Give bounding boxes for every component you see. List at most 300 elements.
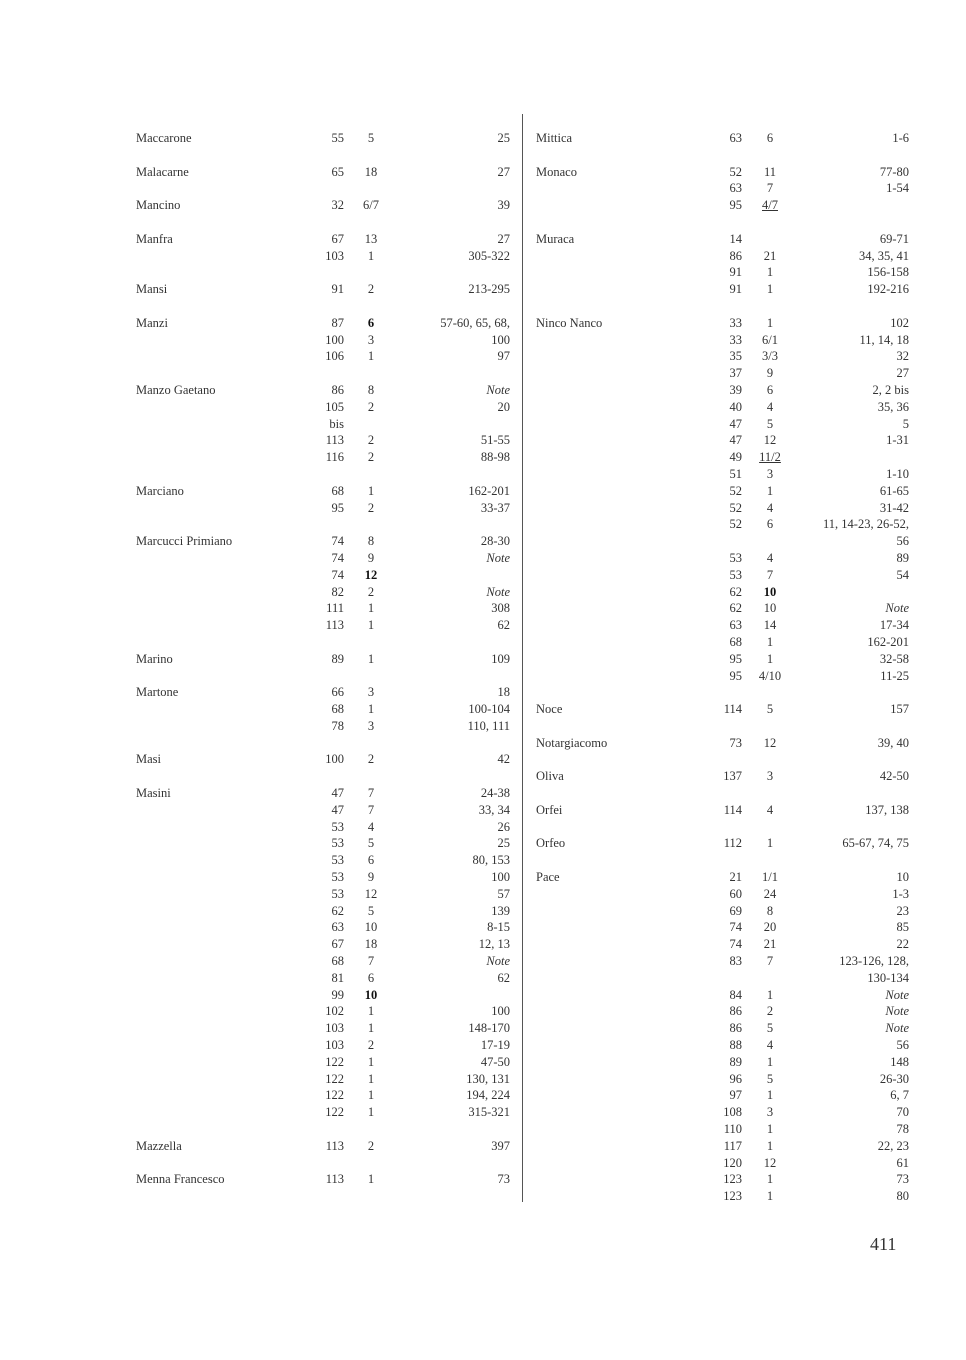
entry-name	[536, 248, 686, 265]
entry-name	[536, 634, 686, 651]
entry-name	[536, 567, 686, 584]
volume-number: 53	[331, 836, 344, 851]
volume-number: 82	[331, 584, 344, 599]
index-row	[536, 281, 909, 298]
index-row	[136, 449, 512, 466]
issue-number	[742, 231, 798, 248]
volume-number: 113	[325, 1138, 344, 1153]
index-row	[136, 802, 512, 819]
volume-number: 102	[325, 1004, 344, 1019]
entry-name	[536, 1121, 686, 1138]
volume-number: 113	[325, 1172, 344, 1187]
page-range: 57-60, 65, 68,	[440, 315, 510, 330]
page-range: 32	[896, 349, 909, 364]
entry-name	[536, 550, 686, 567]
volume-number: 67	[331, 937, 344, 952]
entry-name: Oliva	[536, 769, 564, 784]
volume-number: 112	[723, 836, 742, 851]
index-row	[136, 416, 512, 433]
volume-number: 53	[331, 819, 344, 834]
entry-name	[136, 1087, 286, 1104]
issue-number: 1	[367, 248, 375, 263]
volume-number: 74	[331, 534, 344, 549]
issue-number: 1	[367, 1088, 375, 1103]
volume-number: 65	[331, 164, 344, 179]
index-row	[136, 886, 512, 903]
page-range: 56	[896, 534, 909, 549]
page-range: 88-98	[480, 450, 510, 465]
index-entry	[136, 315, 512, 365]
issue-number: 10	[364, 987, 378, 1002]
entry-name	[536, 936, 686, 953]
volume-number: 86	[729, 1021, 742, 1036]
index-row	[536, 1003, 909, 1020]
volume-number: 105	[325, 399, 344, 414]
issue-number: 1	[367, 1172, 375, 1187]
index-row	[136, 432, 512, 449]
issue-number: 11	[763, 164, 777, 179]
entry-name	[136, 852, 286, 869]
index-row	[136, 533, 512, 550]
entry-name	[536, 500, 686, 517]
index-entry	[136, 533, 512, 634]
index-row	[136, 164, 512, 181]
index-row	[136, 1171, 512, 1188]
volume-number: 63	[729, 131, 742, 145]
index-row	[536, 869, 909, 886]
entry-name	[536, 365, 686, 382]
index-row	[536, 987, 909, 1004]
index-row	[536, 953, 909, 970]
page-range: 26-30	[879, 1071, 909, 1086]
issue-number: 4/10	[758, 668, 782, 683]
issue-number: 2	[766, 1004, 774, 1019]
entry-name: Orfeo	[536, 836, 566, 851]
volume-number: 68	[331, 483, 344, 498]
volume-number: 87	[331, 315, 344, 330]
volume-number: 111	[326, 601, 344, 616]
entry-name	[136, 1003, 286, 1020]
index-row	[536, 416, 909, 433]
page-range: Note	[486, 584, 510, 599]
entry-name	[136, 919, 286, 936]
entry-name	[136, 936, 286, 953]
entry-name	[536, 348, 686, 365]
issue-number: 5	[367, 836, 375, 851]
issue-number: 7	[766, 567, 774, 582]
index-row	[536, 231, 909, 248]
page-range: Note	[885, 987, 909, 1002]
volume-number: 95	[331, 500, 344, 515]
index-row	[536, 315, 909, 332]
index-entry	[136, 684, 512, 734]
issue-number: 7	[766, 954, 774, 969]
volume-number: 47	[729, 416, 742, 431]
issue-number: 2	[367, 584, 375, 599]
issue-number: 12	[763, 735, 777, 750]
index-row	[536, 1188, 909, 1205]
volume-number: 47	[331, 802, 344, 817]
volume-number: 49	[729, 450, 742, 465]
index-row	[536, 701, 909, 718]
index-row	[536, 348, 909, 365]
page-range: 213-295	[468, 282, 510, 297]
volume-number: 40	[729, 399, 742, 414]
entry-name: Manzo Gaetano	[136, 382, 216, 397]
volume-number: 67	[331, 231, 344, 246]
page-range	[398, 416, 510, 433]
entry-name	[536, 987, 686, 1004]
index-entry	[136, 785, 512, 1121]
issue-number: 1	[367, 618, 375, 633]
page-range	[398, 987, 510, 1004]
page-range: 137, 138	[865, 802, 909, 817]
volume-number: 108	[723, 1105, 742, 1120]
index-row	[536, 432, 909, 449]
index-entry	[136, 130, 512, 147]
volume-number: bis	[329, 416, 344, 431]
index-row	[136, 1138, 512, 1155]
volume-number: 103	[325, 248, 344, 263]
issue-number	[742, 533, 798, 550]
issue-number: 4/7	[762, 198, 778, 213]
index-row	[536, 1104, 909, 1121]
index-row	[136, 1037, 512, 1054]
index-row	[536, 466, 909, 483]
entry-name	[536, 197, 686, 214]
index-row	[136, 919, 512, 936]
page-range: Note	[885, 601, 909, 616]
page-range: 65-67, 74, 75	[842, 836, 909, 851]
volume-number: 63	[729, 181, 742, 196]
index-row	[136, 819, 512, 836]
entry-name	[536, 584, 686, 601]
page-range: 308	[491, 601, 510, 616]
page-range: 34, 35, 41	[859, 248, 909, 263]
volume-number: 33	[729, 332, 742, 347]
issue-number: 4	[766, 550, 774, 565]
index-row	[136, 987, 512, 1004]
page-range: 109	[491, 651, 510, 666]
entry-name	[536, 1138, 686, 1155]
volume-number: 88	[729, 1038, 742, 1053]
index-row	[536, 332, 909, 349]
page-range: 6, 7	[890, 1088, 909, 1103]
volume-number: 53	[331, 886, 344, 901]
issue-number: 1	[367, 1004, 375, 1019]
issue-number	[344, 416, 398, 433]
page-range: 17-34	[879, 618, 909, 633]
page-range: Note	[486, 550, 510, 565]
page-range: 100	[491, 1004, 510, 1019]
issue-number: 6	[367, 853, 375, 868]
issue-number: 4	[766, 1038, 774, 1053]
page-range: 61-65	[879, 483, 909, 498]
index-entry	[536, 869, 909, 1205]
entry-name	[136, 416, 286, 433]
entry-name	[136, 584, 286, 601]
volume-number: 91	[729, 265, 742, 280]
entry-name	[536, 399, 686, 416]
volume-number: 113	[325, 433, 344, 448]
page-range: 27	[497, 231, 510, 246]
index-row	[536, 936, 909, 953]
page-range: 25	[497, 131, 510, 145]
entry-name	[536, 1020, 686, 1037]
index-entry	[136, 164, 512, 181]
page-range: 62	[497, 618, 510, 633]
index-row	[136, 1087, 512, 1104]
issue-number: 10	[364, 920, 378, 935]
entry-name: Pace	[536, 870, 560, 885]
index-row	[536, 264, 909, 281]
entry-name	[536, 332, 686, 349]
volume-number: 74	[331, 550, 344, 565]
page-range: 397	[491, 1138, 510, 1153]
page-range: 123-126, 128,	[839, 954, 909, 969]
volume-number: 97	[729, 1088, 742, 1103]
issue-number: 9	[766, 366, 774, 381]
entry-name: Muraca	[536, 231, 575, 246]
page-range: 32-58	[879, 651, 909, 666]
volume-number	[686, 533, 742, 550]
page-range	[798, 449, 909, 466]
entry-name	[536, 483, 686, 500]
volume-number: 103	[325, 1038, 344, 1053]
index-row	[536, 197, 909, 214]
page-range: 20	[497, 399, 510, 414]
entry-name	[136, 248, 286, 265]
volume-number: 69	[729, 903, 742, 918]
entry-name: Noce	[536, 702, 563, 717]
issue-number: 8	[766, 903, 774, 918]
page-range: 10	[896, 870, 909, 885]
index-row	[536, 500, 909, 517]
page-range: 156-158	[867, 265, 909, 280]
entry-name	[136, 970, 286, 987]
index-entry	[136, 231, 512, 265]
issue-number: 1	[766, 265, 774, 280]
page-range: Note	[885, 1004, 909, 1019]
index-row	[536, 130, 909, 147]
index-row	[536, 835, 909, 852]
entry-name: Malacarne	[136, 164, 189, 179]
page-range: 2, 2 bis	[872, 382, 909, 397]
index-row	[536, 634, 909, 651]
index-row	[136, 550, 512, 567]
volume-number: 100	[325, 332, 344, 347]
page-range	[798, 197, 909, 214]
issue-number	[742, 970, 798, 987]
index-entry	[536, 802, 909, 819]
volume-number: 53	[729, 550, 742, 565]
entry-name	[136, 903, 286, 920]
index-row	[536, 567, 909, 584]
volume-number: 37	[729, 366, 742, 381]
index-row	[136, 1020, 512, 1037]
entry-name: Mansi	[136, 282, 168, 297]
issue-number: 6	[367, 315, 375, 330]
index-row	[536, 919, 909, 936]
index-row	[536, 516, 909, 533]
index-row	[536, 483, 909, 500]
index-row	[136, 651, 512, 668]
volume-number: 103	[325, 1021, 344, 1036]
page-range: 192-216	[867, 282, 909, 297]
index-entry	[136, 751, 512, 768]
volume-number: 89	[331, 651, 344, 666]
entry-name: Mancino	[136, 198, 181, 213]
issue-number: 12	[364, 886, 378, 901]
index-row	[136, 600, 512, 617]
entry-name	[536, 1071, 686, 1088]
index-row	[536, 1071, 909, 1088]
entry-name: Mazzella	[136, 1138, 182, 1153]
entry-name	[536, 533, 686, 550]
volume-number: 14	[729, 231, 742, 246]
page-range: 162-201	[867, 634, 909, 649]
entry-name	[536, 281, 686, 298]
index-entry	[536, 164, 909, 214]
page-range: 61	[896, 1155, 909, 1170]
entry-name	[136, 1054, 286, 1071]
issue-number: 3	[766, 466, 774, 481]
issue-number: 21	[763, 937, 777, 952]
page-range: 70	[896, 1105, 909, 1120]
issue-number: 8	[367, 534, 375, 549]
issue-number: 10	[763, 584, 777, 599]
page-range: 148	[890, 1054, 909, 1069]
volume-number: 33	[729, 315, 742, 330]
issue-number: 8	[367, 382, 375, 397]
issue-number: 4	[766, 500, 774, 515]
page-range: 157	[890, 702, 909, 717]
issue-number: 5	[766, 416, 774, 431]
volume-number: 62	[729, 584, 742, 599]
entry-name: Mittica	[536, 131, 573, 145]
issue-number: 1	[367, 349, 375, 364]
page-range: 100	[491, 870, 510, 885]
page-range: 5	[902, 416, 909, 431]
issue-number: 1	[766, 1088, 774, 1103]
issue-number: 1	[766, 1122, 774, 1137]
issue-number: 1	[367, 1021, 375, 1036]
page-range: 1-6	[892, 131, 909, 145]
volume-number: 66	[331, 685, 344, 700]
volume-number: 113	[325, 618, 344, 633]
page-range: 27	[497, 164, 510, 179]
issue-number: 11/2	[759, 450, 781, 465]
index-row	[536, 970, 909, 987]
page-range: 42-50	[879, 769, 909, 784]
issue-number: 2	[367, 1138, 375, 1153]
issue-number: 1	[766, 634, 774, 649]
issue-number: 12	[763, 1155, 777, 1170]
entry-name	[136, 500, 286, 517]
page-range: 57	[497, 886, 510, 901]
volume-number: 122	[325, 1054, 344, 1069]
index-row	[536, 886, 909, 903]
index-row	[536, 617, 909, 634]
volume-number: 53	[331, 870, 344, 885]
index-row	[536, 1087, 909, 1104]
index-row	[136, 399, 512, 416]
volume-number: 47	[331, 786, 344, 801]
entry-name	[536, 1171, 686, 1188]
entry-name	[136, 432, 286, 449]
index-row	[136, 835, 512, 852]
index-entry	[136, 483, 512, 517]
page-range: 130, 131	[466, 1071, 510, 1086]
entry-name	[136, 348, 286, 365]
entry-name	[536, 1155, 686, 1172]
volume-number: 123	[723, 1172, 742, 1187]
page-range: 56	[896, 1038, 909, 1053]
volume-number: 47	[729, 433, 742, 448]
entry-name: Masi	[136, 752, 161, 767]
page-range: 100-104	[468, 702, 510, 717]
index-row	[136, 953, 512, 970]
index-row	[136, 332, 512, 349]
index-entry	[136, 281, 512, 298]
issue-number: 7	[367, 786, 375, 801]
page-range: 17-19	[480, 1038, 510, 1053]
page-range: 130-134	[867, 970, 909, 985]
issue-number: 2	[367, 450, 375, 465]
issue-number: 2	[367, 399, 375, 414]
entry-name	[536, 919, 686, 936]
index-entry	[136, 1138, 512, 1155]
entry-name	[136, 399, 286, 416]
index-row	[536, 449, 909, 466]
page-range: 1-31	[886, 433, 909, 448]
page-range: 69-71	[879, 231, 909, 246]
page-range: 11-25	[880, 668, 909, 683]
issue-number: 1	[367, 1071, 375, 1086]
index-row	[536, 1138, 909, 1155]
index-entry	[536, 315, 909, 685]
index-row	[536, 1121, 909, 1138]
entry-name	[536, 264, 686, 281]
volume-number: 116	[325, 450, 344, 465]
issue-number: 2	[367, 282, 375, 297]
volume-number: 83	[729, 954, 742, 969]
index-row	[136, 382, 512, 399]
index-row	[136, 231, 512, 248]
entry-name	[136, 567, 286, 584]
issue-number: 5	[766, 1021, 774, 1036]
page-range: 77-80	[879, 164, 909, 179]
volume-number: 35	[729, 349, 742, 364]
volume-number: 62	[331, 903, 344, 918]
volume-number: 100	[325, 752, 344, 767]
page-range: Note	[486, 382, 510, 397]
index-row	[136, 718, 512, 735]
page-range: 62	[497, 970, 510, 985]
index-row	[536, 768, 909, 785]
page-range: 139	[491, 903, 510, 918]
entry-name: Marino	[136, 651, 173, 666]
index-entry	[136, 651, 512, 668]
index-entry	[536, 768, 909, 785]
issue-number: 12	[763, 433, 777, 448]
issue-number: 5	[367, 903, 375, 918]
index-entry	[136, 382, 512, 466]
column-divider	[522, 114, 523, 1202]
entry-name: Manfra	[136, 231, 173, 246]
issue-number: 18	[364, 937, 378, 952]
index-row	[136, 751, 512, 768]
